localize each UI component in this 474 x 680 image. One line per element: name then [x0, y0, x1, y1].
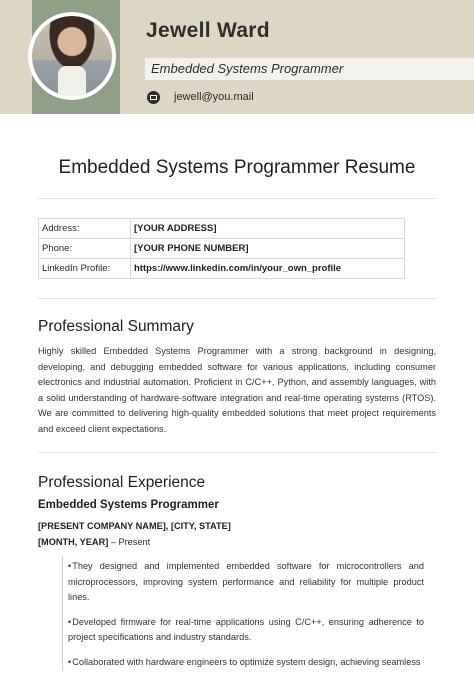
divider: [38, 298, 436, 299]
role-title: Embedded Systems Programmer: [38, 499, 219, 511]
table-row: [39, 239, 405, 259]
list-item: • Developed firmware for real-time applications using C/C++, ensuring adherence to project specifications and industry standards.: [68, 615, 424, 646]
table-row: [39, 219, 405, 239]
linkedin-link[interactable]: https://www.linkedin.com/in/your_own_profile: [131, 259, 405, 279]
company-name: [PRESENT COMPANY NAME], [CITY, STATE]: [38, 521, 231, 531]
summary-text: Highly skilled Embedded Systems Programmer with a strong background in designing, developing, and debugging embedded software for various applications, including consumer electronics and industrial automation. Proficient in C/C++, Python, and assembly languages, with a solid understanding of hardware-software integration and real-time operating systems (RTOS). We are committed to delivering high-quality embedded solutions that meet project requirements and exceed client expectations.: [38, 346, 436, 434]
company-line: [38, 521, 231, 531]
list-item: • Collaborated with hardware engineers to optimize system design, achieving seamless: [68, 655, 424, 671]
contact-label: LinkedIn Profile:: [39, 259, 131, 279]
contact-label: Phone:: [39, 239, 131, 259]
contact-label: Address:: [39, 219, 131, 239]
contact-value: [YOUR PHONE NUMBER]: [131, 239, 405, 259]
summary-heading: Professional Summary: [38, 318, 194, 335]
contact-table: [38, 218, 405, 279]
profile-photo: [32, 16, 112, 96]
list-item: • They designed and implemented embedded software for microcontrollers and microprocessors, improving system performance and reliability for multiple product lines.: [68, 559, 424, 606]
email-address[interactable]: jewell@you.mail: [174, 91, 254, 103]
resume-header: [0, 0, 474, 114]
date-line: [38, 537, 150, 547]
experience-heading: Professional Experience: [38, 474, 206, 491]
contact-value: [YOUR ADDRESS]: [131, 219, 405, 239]
divider: [38, 452, 436, 453]
divider: [38, 198, 436, 199]
person-name: Jewell Ward: [146, 19, 270, 42]
experience-bullets: [68, 559, 424, 680]
profile-photo-frame: [28, 12, 116, 100]
date-start: [MONTH, YEAR]: [38, 537, 109, 547]
email-icon: [147, 91, 160, 104]
document-title: Embedded Systems Programmer Resume: [58, 157, 416, 178]
table-row: [39, 259, 405, 279]
job-title: Embedded Systems Programmer: [151, 61, 344, 76]
bullet-rule: [62, 556, 63, 671]
date-end: – Present: [108, 537, 151, 547]
